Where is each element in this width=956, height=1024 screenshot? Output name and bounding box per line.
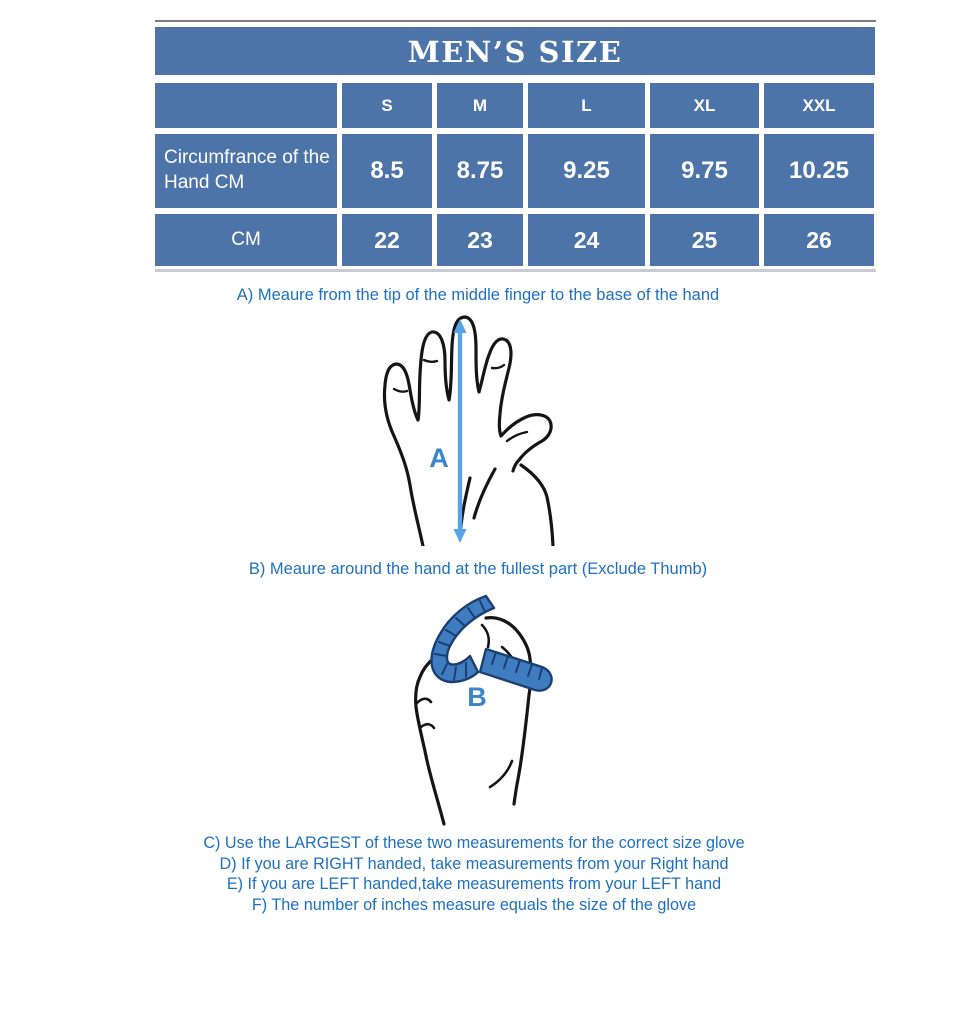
circumference-value-xl: 9.75 xyxy=(650,134,759,208)
size-table xyxy=(155,27,875,266)
circumference-value-m: 8.75 xyxy=(437,134,523,208)
hand-length-diagram xyxy=(357,313,600,546)
table-title: MEN’S SIZE xyxy=(155,27,875,75)
instruction-e: E) If you are LEFT handed,take measurements from your LEFT hand xyxy=(226,875,722,894)
top-rule xyxy=(155,20,876,22)
instruction-a: A) Meaure from the tip of the middle finger to the base of the hand xyxy=(236,286,720,304)
instruction-notes xyxy=(0,833,948,915)
circumference-value-xxl: 10.25 xyxy=(764,134,874,208)
circumference-value-s: 8.5 xyxy=(342,134,432,208)
label-a: A xyxy=(429,443,449,473)
cm-value-xl: 25 xyxy=(650,214,759,266)
corner-cell xyxy=(155,83,337,128)
cm-value-l: 24 xyxy=(528,214,645,266)
cm-value-s: 22 xyxy=(342,214,432,266)
instruction-c: C) Use the LARGEST of these two measurements for the correct size glove xyxy=(203,834,745,852)
circumference-value-l: 9.25 xyxy=(528,134,645,208)
instruction-f: F) The number of inches measure equals the size of the glove xyxy=(251,895,697,914)
size-header-l: L xyxy=(528,83,645,128)
hand-circumference-diagram xyxy=(386,591,598,827)
size-header-xl: XL xyxy=(650,83,759,128)
instruction-b: B) Meaure around the hand at the fullest part (Exclude Thumb) xyxy=(248,560,708,578)
size-header-s: S xyxy=(342,83,432,128)
size-header-m: M xyxy=(437,83,523,128)
size-header-xxl: XXL xyxy=(764,83,874,128)
row-label-circumference: Circumfrance of the Hand CM xyxy=(155,134,337,208)
row-label-cm: CM xyxy=(155,214,337,266)
instruction-d: D) If you are RIGHT handed, take measurements from your Right hand xyxy=(219,854,729,873)
cm-value-m: 23 xyxy=(437,214,523,266)
bottom-rule xyxy=(155,269,876,272)
label-b: B xyxy=(467,682,487,712)
cm-value-xxl: 26 xyxy=(764,214,874,266)
size-table-grid xyxy=(155,83,875,266)
